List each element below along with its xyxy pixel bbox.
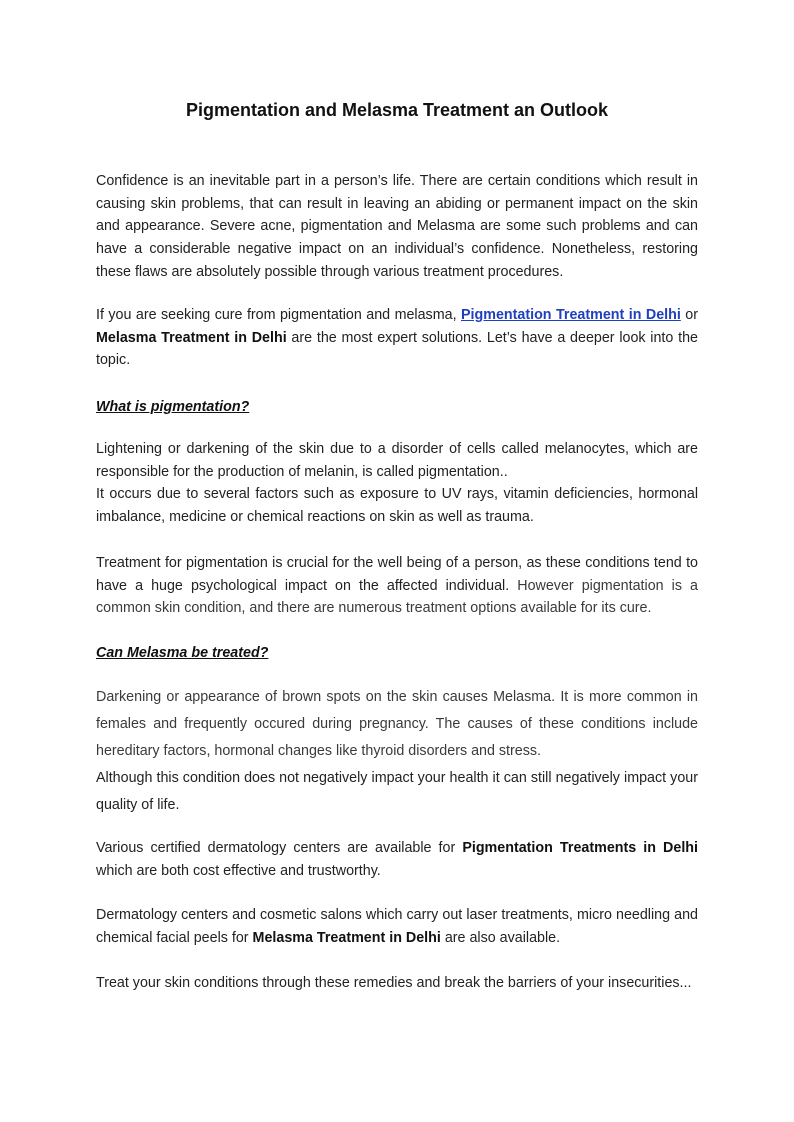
closing-paragraph: [96, 972, 698, 995]
cosmetic-salons-text: Dermatology centers and cosmetic salons which carry out laser treatments, micro needling and chemical facial peels for: [96, 907, 698, 946]
pigmentation-heading: What is pigmentation?: [96, 399, 250, 415]
melasma-impact: Although this condition does not negatively impact your health it can still negatively impact your quality of life.: [96, 770, 698, 813]
melasma-causes: Darkening or appearance of brown spots on the skin causes Melasma. It is more common in females and frequently occured during pregnancy. The causes of these conditions include hereditary factors, hormonal changes like thyroid disorders and stress.: [96, 689, 698, 759]
cosmetic-salons-end: are also available.: [440, 929, 561, 946]
pigmentation-definition: Lightening or darkening of the skin due to a disorder of cells called melanocytes, which are responsible for the production of melanin, is called pigmentation..: [96, 441, 698, 480]
intro-paragraph-2: [96, 304, 698, 372]
melasma-heading: Can Melasma be treated?: [96, 645, 269, 661]
pigmentation-options-text: However pigmentation is a common skin condition, and there are numerous treatment options available for its cure.: [96, 577, 698, 617]
pigmentation-treatment-link[interactable]: Pigmentation Treatment in Delhi: [460, 307, 681, 323]
intro-text-2-between: or: [680, 307, 698, 323]
melasma-paragraph-1: [96, 684, 698, 819]
pigmentation-causes: It occurs due to several factors such as exposure to UV rays, vitamin deficiencies, hormonal imbalance, medicine or chemical reactions on skin as well as trauma.: [96, 486, 698, 526]
pigmentation-paragraph-1: [96, 438, 698, 529]
page-title: Pigmentation and Melasma Treatment an Outlook: [185, 100, 609, 120]
intro-text-2-start: If you are seeking cure from pigmentation and melasma,: [96, 307, 461, 323]
pigmentation-paragraph-2: [96, 552, 698, 620]
pigmentation-treatment-text: Treatment for pigmentation is crucial for the well being of a person, as these conditions tend to have a huge psychological impact on the affected individual.: [96, 555, 698, 594]
pigmentation-treatments-bold: Pigmentation Treatments in Delhi: [462, 840, 699, 856]
melasma-treatment-bold-2: Melasma Treatment in Delhi: [252, 929, 441, 946]
melasma-treatment-bold: Melasma Treatment in Delhi: [96, 329, 287, 346]
intro-text-1: Confidence is an inevitable part in a person’s life. There are certain conditions which result in causing skin problems, that can result in leaving an abiding or permanent impact on the skin and appearance. Severe acne, pigmentation and Melasma are some such problems and can have a considerable negative impact on an individual’s confidence. Nonetheless, restoring these flaws are absolutely possible through various treatment procedures.: [96, 173, 698, 280]
intro-paragraph-1: [96, 170, 698, 284]
document-page: [96, 0, 698, 1122]
closing-text: Treat your skin conditions through these remedies and break the barriers of your insecurities...: [96, 975, 692, 991]
melasma-paragraph-3: [96, 904, 698, 949]
dermatology-centers-text: Various certified dermatology centers are available for: [96, 840, 463, 856]
intro-text-2-end: are the most expert solutions. Let’s have a deeper look into the topic.: [96, 329, 698, 369]
melasma-paragraph-2: [96, 837, 698, 882]
dermatology-centers-end: which are both cost effective and trustworthy.: [96, 862, 381, 879]
